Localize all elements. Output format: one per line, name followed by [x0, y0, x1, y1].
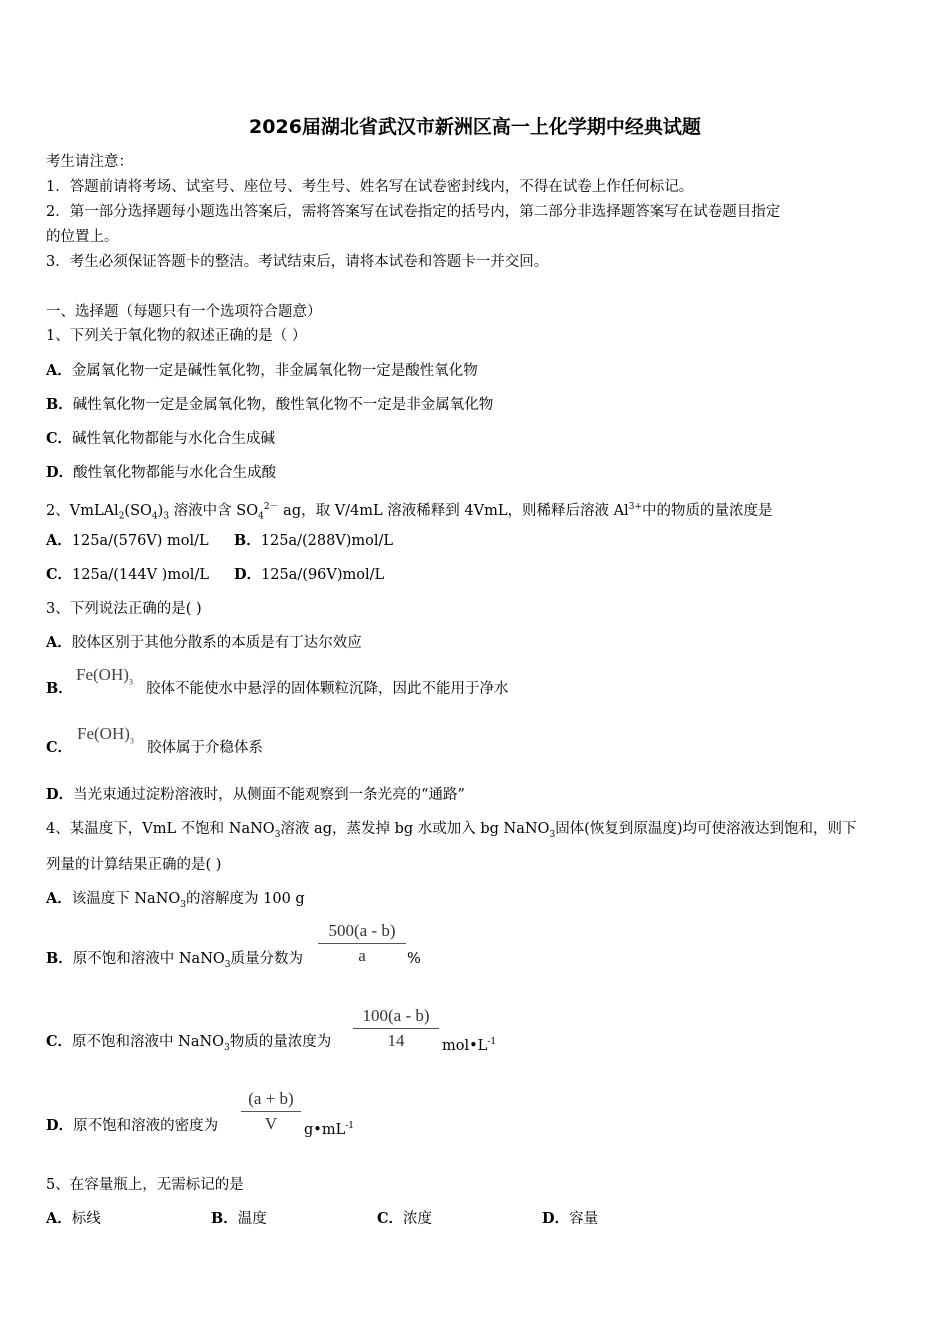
option-text: 原不饱和溶液的密度为 [73, 1118, 219, 1134]
q1-stem: 1、下列关于氧化物的叙述正确的是（ ） [46, 328, 307, 344]
subscript: 4 [258, 511, 264, 522]
notice-heading: 考生请注意： [46, 154, 133, 170]
option-text: 125a/(288V)mol/L [260, 533, 394, 549]
option-label: C． [46, 1033, 73, 1050]
fraction-numerator: 100(a - b) [362, 1006, 430, 1025]
q2-stem [46, 497, 772, 527]
q2-stem-part: 2、VmLAl [46, 502, 119, 519]
option-text: 标线 [71, 1211, 101, 1227]
option-label: A． [46, 890, 72, 907]
q3-stem: 3、下列说法正确的是( ) [46, 601, 202, 617]
q1-option-c [46, 429, 275, 449]
subscript: 3 [224, 1042, 230, 1053]
fraction-numerator: (a + b) [248, 1089, 294, 1108]
q4-option-c [46, 1032, 331, 1058]
fraction-denominator: 14 [387, 1031, 405, 1050]
fraction-b [318, 921, 406, 966]
q1-option-b [46, 395, 493, 415]
option-text: 该温度下 NaNO [71, 891, 181, 907]
q3-option-b-text: 胶体不能使水中悬浮的固体颗粒沉降，因此不能用于净水 [146, 681, 509, 697]
q2-option-b [234, 531, 393, 551]
option-text: 的溶解度为 100 g [186, 891, 305, 907]
option-text: 温度 [237, 1211, 267, 1227]
section-heading: 一、选择题（每题只有一个选项符合题意） [46, 304, 322, 320]
option-label: D． [234, 566, 262, 583]
notice-item-3: 3．考生必须保证答题卡的整洁。考试结束后，请将本试卷和答题卡一并交回。 [46, 254, 549, 270]
q4-stem-part: 4、某温度下，VmL 不饱和 NaNO [46, 821, 275, 837]
option-text: 125a/(96V)mol/L [261, 567, 385, 583]
option-text: 浓度 [403, 1211, 433, 1227]
option-label: B． [234, 532, 261, 549]
q4-option-a [46, 889, 305, 915]
superscript: 3+ [628, 502, 642, 512]
option-label: A． [46, 362, 72, 379]
q3-option-d [46, 785, 465, 805]
q2-stem-part: ) [157, 502, 164, 519]
q5-option-b [211, 1209, 267, 1229]
q4-d-unit [304, 1116, 354, 1140]
option-text: 物质的量浓度为 [229, 1034, 332, 1050]
q4-stem-part: 溶液 ag，蒸发掉 bg 水或加入 bg NaNO [280, 821, 550, 837]
option-text: 容量 [569, 1211, 599, 1227]
q4-stem-part: 固体(恢复到原温度)均可使溶液达到饱和，则下 [555, 821, 857, 837]
subscript: 4 [151, 511, 158, 522]
fraction-bar [318, 943, 406, 944]
notice-item-1: 1．答题前请将考场、试室号、座位号、考生号、姓名写在试卷密封线内，不得在试卷上作任何标记。 [46, 179, 694, 195]
option-text: 金属氧化物一定是碱性氧化物，非金属氧化物一定是酸性氧化物 [71, 363, 478, 379]
q3-option-c-text: 胶体属于介稳体系 [147, 740, 263, 756]
subscript: 3 [128, 677, 133, 687]
superscript: -1 [487, 1037, 497, 1047]
fraction-c [353, 1006, 439, 1051]
option-label: C． [46, 430, 73, 447]
feoh3-formula [77, 724, 134, 751]
option-label: D． [542, 1210, 570, 1227]
q4-option-b [46, 949, 303, 975]
option-label: D． [46, 786, 74, 803]
q4-stem-line2: 列量的计算结果正确的是( ) [46, 857, 222, 873]
q3-option-a [46, 633, 362, 653]
q2-option-c [46, 565, 209, 585]
fraction-bar [353, 1028, 439, 1029]
superscript: 2－ [263, 502, 279, 512]
subscript: 2 [118, 511, 125, 522]
option-label: A． [46, 1210, 72, 1227]
q1-option-a [46, 361, 478, 381]
q2-option-a [46, 531, 209, 551]
subscript: 3 [224, 959, 231, 970]
option-text: 胶体区别于其他分散系的本质是有丁达尔效应 [71, 635, 362, 651]
option-label: D． [46, 1117, 74, 1134]
option-text: 125a/(144V )mol/L [72, 567, 209, 583]
subscript: 3 [549, 829, 556, 840]
superscript: -1 [345, 1121, 354, 1131]
option-label: C． [46, 566, 73, 583]
subscript: 3 [129, 736, 134, 746]
q5-option-d [542, 1209, 598, 1229]
subscript: 3 [274, 829, 281, 840]
q4-option-d [46, 1116, 218, 1136]
option-text: 原不饱和溶液中 NaNO [72, 951, 225, 967]
q2-stem-part: 中的物质的量浓度是 [641, 502, 773, 519]
q2-stem-part: (SO [124, 502, 152, 519]
q4-c-unit [442, 1032, 496, 1056]
option-label: B． [46, 396, 73, 413]
q2-option-d [234, 565, 384, 585]
option-text: 原不饱和溶液中 NaNO [72, 1034, 225, 1050]
option-label: B． [211, 1210, 238, 1227]
subscript: 3 [180, 899, 187, 910]
option-text: 质量分数为 [230, 951, 304, 967]
q1-option-d [46, 463, 276, 483]
page-title: 2026届湖北省武汉市新洲区高一上化学期中经典试题 [249, 116, 701, 138]
q5-option-a [46, 1209, 101, 1229]
option-label: B． [46, 950, 73, 967]
q4-stem [46, 819, 857, 845]
option-text: 当光束通过淀粉溶液时，从侧面不能观察到一条光亮的“通路” [73, 787, 465, 803]
formula-text: Fe(OH) [76, 665, 129, 684]
notice-item-2-cont: 的位置上。 [46, 229, 119, 245]
option-label: D． [46, 464, 74, 481]
q4-b-unit: % [407, 951, 421, 967]
notice-item-2: 2．第一部分选择题每小题选出答案后，需将答案写在试卷指定的括号内，第二部分非选择题答案写在试卷题目指定 [46, 204, 781, 220]
q2-stem-part: 溶液中含 SO [169, 502, 259, 519]
fraction-denominator: a [358, 946, 366, 965]
subscript: 3 [163, 511, 170, 522]
q5-option-c [377, 1209, 432, 1229]
option-text: 碱性氧化物一定是金属氧化物，酸性氧化物不一定是非金属氧化物 [72, 397, 494, 413]
option-label: C． [377, 1210, 404, 1227]
option-text: 酸性氧化物都能与水化合生成酸 [73, 465, 277, 481]
q2-stem-part: ag，取 V/4mL 溶液稀释到 4VmL，则稀释后溶液 Al [278, 502, 629, 519]
q3-option-c-label: C． [46, 739, 73, 756]
fraction-bar [241, 1111, 301, 1112]
option-text: 125a/(576V) mol/L [71, 533, 209, 549]
fraction-d [241, 1089, 301, 1134]
option-label: A． [46, 532, 72, 549]
feoh3-formula [76, 665, 133, 692]
option-text: 碱性氧化物都能与水化合生成碱 [72, 431, 276, 447]
q5-stem: 5、在容量瓶上，无需标记的是 [46, 1177, 244, 1193]
fraction-denominator: V [264, 1114, 278, 1133]
formula-text: Fe(OH) [77, 724, 130, 743]
option-label: A． [46, 634, 72, 651]
q3-option-b-label: B． [46, 680, 73, 697]
fraction-numerator: 500(a - b) [328, 921, 396, 940]
unit-text: g•mL [304, 1121, 346, 1138]
unit-text: mol•L [442, 1037, 488, 1054]
